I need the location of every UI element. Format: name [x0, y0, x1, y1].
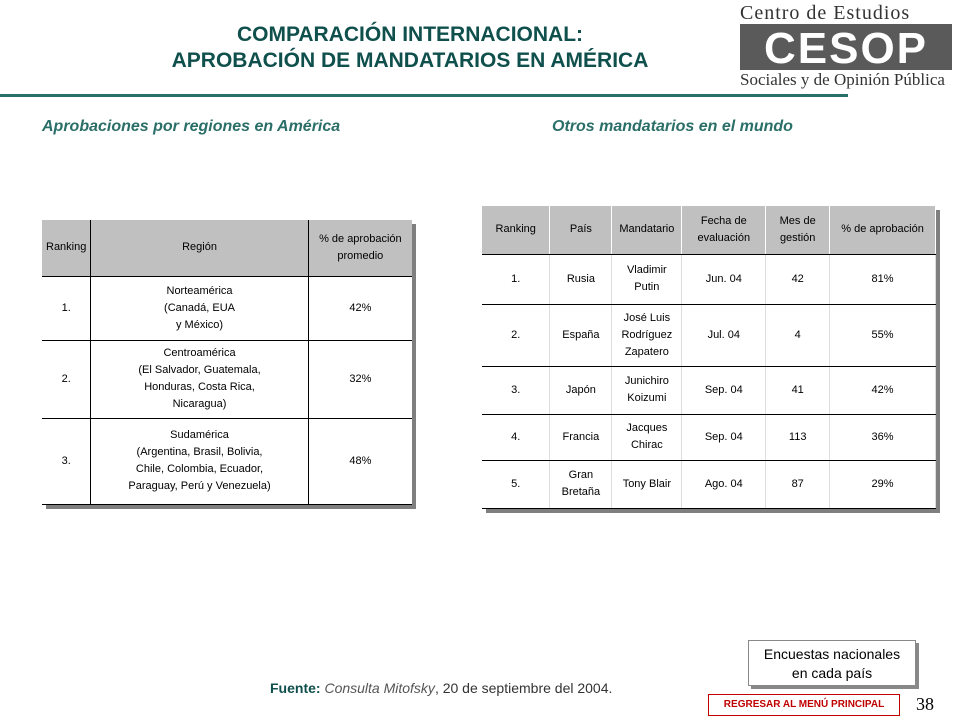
col-country: País [550, 206, 612, 254]
col-months: Mes de gestión [766, 206, 830, 254]
col-pct: % de aprobación [830, 206, 936, 254]
cell-country: España [550, 304, 612, 366]
col-ranking: Ranking [42, 220, 91, 276]
col-date: Fecha de evaluación [682, 206, 766, 254]
cell-ranking: 3. [42, 418, 91, 504]
cell-months: 113 [766, 414, 830, 460]
callout-text: Encuestas nacionales en cada país [763, 646, 901, 681]
cell-pct: 55% [830, 304, 936, 366]
cell-ranking: 1. [42, 276, 91, 340]
table-row [482, 254, 936, 304]
cell-pct: 48% [308, 418, 412, 504]
cesop-logo [736, 2, 954, 94]
source-date: , 20 de septiembre del 2004. [434, 680, 613, 696]
cell-region: Sudamérica (Argentina, Brasil, Bolivia, Chile, Colombia, Ecuador, Paraguay, Perú y Venezuela) [91, 418, 308, 504]
cell-date: Sep. 04 [682, 366, 766, 414]
cell-ranking: 2. [42, 340, 91, 418]
title-line-2: APROBACIÓN DE MANDATARIOS EN AMÉRICA [171, 49, 649, 72]
cell-ranking: 2. [482, 304, 550, 366]
col-region: Región [91, 220, 308, 276]
cell-pct: 81% [830, 254, 936, 304]
cell-leader: Vladimir Putin [612, 254, 682, 304]
cell-leader: Junichiro Koizumi [612, 366, 682, 414]
cell-months: 4 [766, 304, 830, 366]
cesop-logo-mark [740, 24, 952, 70]
title-divider [0, 94, 848, 97]
cell-months: 41 [766, 366, 830, 414]
cell-date: Jul. 04 [682, 304, 766, 366]
logo-bottom-text: Sociales y de Opinión Pública [740, 70, 945, 89]
cell-country: Japón [550, 366, 612, 414]
table-row [42, 276, 412, 340]
logo-mark-text: CESOP [763, 24, 929, 70]
cell-leader: Tony Blair [612, 460, 682, 508]
cell-ranking: 5. [482, 460, 550, 508]
cell-country: Gran Bretaña [550, 460, 612, 508]
table-row [482, 366, 936, 414]
cell-pct: 42% [830, 366, 936, 414]
cell-ranking: 1. [482, 254, 550, 304]
page-number: 38 [916, 694, 934, 714]
survey-callout [748, 640, 916, 686]
cell-leader: José Luis Rodríguez Zapatero [612, 304, 682, 366]
cell-country: Francia [550, 414, 612, 460]
right-subtitle: Otros mandatarios en el mundo [552, 118, 793, 135]
regions-header-row [42, 220, 412, 276]
logo-top-text: Centro de Estudios [740, 2, 911, 24]
leaders-table [482, 206, 936, 509]
cell-country: Rusia [550, 254, 612, 304]
left-subtitle: Aprobaciones por regiones en América [42, 118, 341, 135]
cell-ranking: 4. [482, 414, 550, 460]
table-row [482, 414, 936, 460]
table-row [42, 340, 412, 418]
cell-leader: Jacques Chirac [612, 414, 682, 460]
cell-months: 87 [766, 460, 830, 508]
main-menu-button[interactable]: REGRESAR AL MENÚ PRINCIPAL [708, 694, 900, 716]
col-pct: % de aprobación promedio [308, 220, 412, 276]
title-line-1: COMPARACIÓN INTERNACIONAL: [236, 23, 584, 46]
source-note [270, 680, 612, 696]
cell-date: Sep. 04 [682, 414, 766, 460]
cell-region: Centroamérica (El Salvador, Guatemala, Honduras, Costa Rica, Nicaragua) [91, 340, 308, 418]
cell-pct: 36% [830, 414, 936, 460]
page-title [60, 22, 760, 74]
cell-region: Norteamérica (Canadá, EUA y México) [91, 276, 308, 340]
cell-ranking: 3. [482, 366, 550, 414]
cell-date: Ago. 04 [682, 460, 766, 508]
regions-table [42, 220, 412, 505]
cell-pct: 29% [830, 460, 936, 508]
leaders-header-row [482, 206, 936, 254]
cell-months: 42 [766, 254, 830, 304]
table-row [42, 418, 412, 504]
cell-pct: 42% [308, 276, 412, 340]
cell-pct: 32% [308, 340, 412, 418]
col-leader: Mandatario [612, 206, 682, 254]
table-row [482, 460, 936, 508]
cell-date: Jun. 04 [682, 254, 766, 304]
table-row [482, 304, 936, 366]
col-ranking: Ranking [482, 206, 550, 254]
source-name: Consulta Mitofsky [324, 680, 435, 696]
source-label: Fuente: [270, 680, 321, 696]
